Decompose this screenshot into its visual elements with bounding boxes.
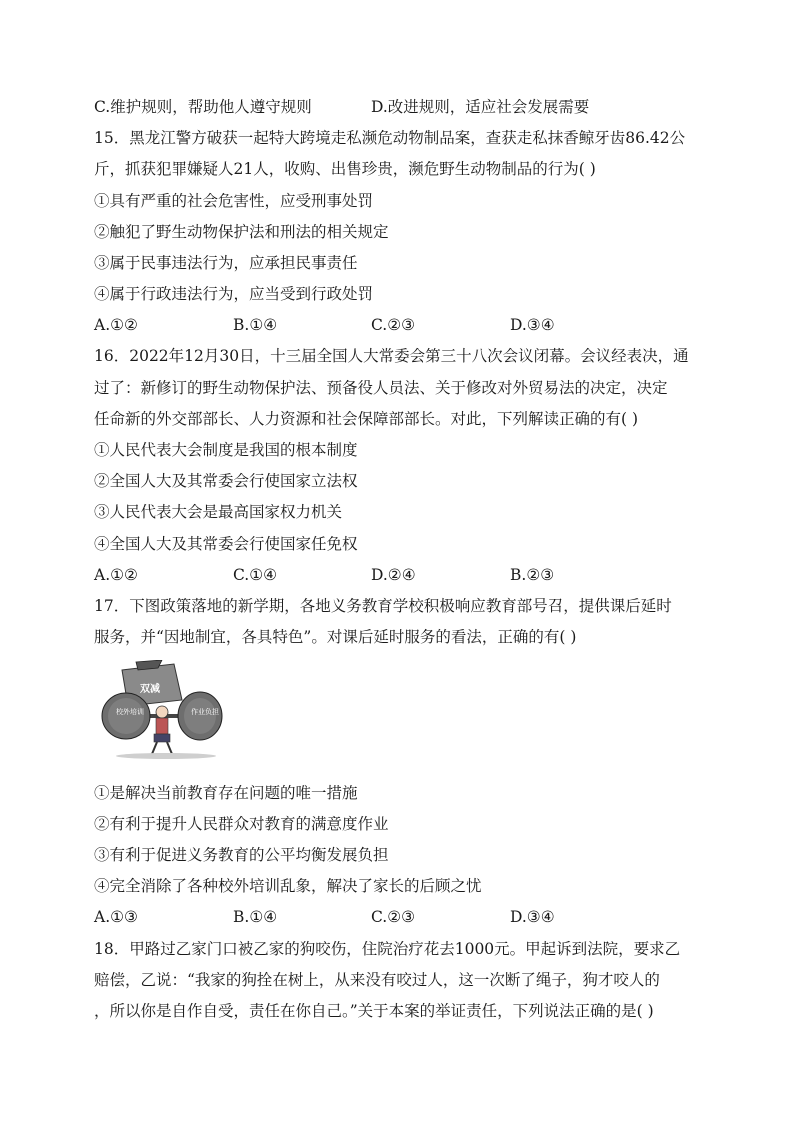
child-figure [152, 706, 172, 754]
q14-option-d: D.改进规则，适应社会发展需要 [371, 98, 590, 116]
q16-stem-line-3: 任命新的外交部部长、人力资源和社会保障部部长。对此，下列解读正确的有( ) [94, 410, 639, 428]
q17-item-4: ④完全消除了各种校外培训乱象，解决了家长的后顾之忧 [94, 877, 482, 895]
q16-stem-line-1: 16．2022年12月30日，十三届全国人大常委会第三十八次会议闭幕。会议经表决，通 [94, 347, 689, 365]
q17-option-a: A.①③ [94, 908, 138, 926]
q15-item-4: ④属于行政违法行为，应当受到行政处罚 [94, 285, 374, 303]
right-weight-plate [178, 692, 222, 740]
q16-item-4: ④全国人大及其常委会行使国家任免权 [94, 535, 358, 553]
ground-shadow [116, 753, 216, 759]
q17-option-d: D.③④ [510, 908, 555, 926]
q17-option-c: C.②③ [371, 908, 416, 926]
q15-stem-line-2: 斤，抓获犯罪嫌疑人21人，收购、出售珍贵，濒危野生动物制品的行为( ) [94, 160, 596, 178]
q17-item-3: ③有利于促进义务教育的公平均衡发展负担 [94, 846, 389, 864]
figure-label-right: 作业负担 [191, 708, 219, 716]
figure-label-top: 双减 [140, 684, 160, 695]
q14-option-c: C.维护规则，帮助他人遵守规则 [94, 98, 312, 116]
q17-item-2: ②有利于提升人民群众对教育的满意度作业 [94, 815, 389, 833]
q15-item-2: ②触犯了野生动物保护法和刑法的相关规定 [94, 223, 389, 241]
q16-item-3: ③人民代表大会是最高国家权力机关 [94, 503, 343, 521]
q16-stem-line-2: 过了：新修订的野生动物保护法、预备役人员法、关于修改对外贸易法的决定，决定 [94, 379, 668, 397]
q16-option-c: C.①④ [233, 566, 278, 584]
weightlifter-cartoon [96, 660, 228, 760]
q15-option-d: D.③④ [510, 316, 555, 334]
q16-option-b: B.②③ [510, 566, 555, 584]
q16-item-1: ①人民代表大会制度是我国的根本制度 [94, 441, 358, 459]
figure-label-left: 校外培训 [116, 708, 144, 716]
q17-item-1: ①是解决当前教育存在问题的唯一措施 [94, 784, 358, 802]
q17-stem-line-2: 服务，并“因地制宜，各具特色”。对课后延时服务的看法，正确的有( ) [94, 628, 577, 646]
q17-option-b: B.①④ [233, 908, 278, 926]
q18-stem-line-2: 赔偿，乙说：“我家的狗拴在树上，从来没有咬过人，这一次断了绳子，狗才咬人的 [94, 971, 660, 989]
q15-item-3: ③属于民事违法行为，应承担民事责任 [94, 254, 358, 272]
q16-option-d: D.②④ [371, 566, 416, 584]
q15-option-a: A.①② [94, 316, 138, 334]
q17-stem-line-1: 17．下图政策落地的新学期，各地义务教育学校积极响应教育部号召，提供课后延时 [94, 597, 672, 615]
q18-stem-line-3: ，所以你是自作自受，责任在你自己。”关于本案的举证责任，下列说法正确的是( ) [94, 1002, 654, 1020]
q16-item-2: ②全国人大及其常委会行使国家立法权 [94, 472, 358, 490]
q17-cartoon-figure [96, 660, 228, 760]
q15-option-c: C.②③ [371, 316, 416, 334]
q15-stem-line-1: 15．黑龙江警方破获一起特大跨境走私濒危动物制品案，查获走私抹香鲸牙齿86.42公 [94, 129, 686, 147]
q15-option-b: B.①④ [233, 316, 278, 334]
q18-stem-line-1: 18．甲路过乙家门口被乙家的狗咬伤，住院治疗花去1000元。甲起诉到法院，要求乙 [94, 940, 681, 958]
q15-item-1: ①具有严重的社会危害性，应受刑事处罚 [94, 192, 374, 210]
q16-option-a: A.①② [94, 566, 138, 584]
left-weight-plate [102, 693, 150, 739]
